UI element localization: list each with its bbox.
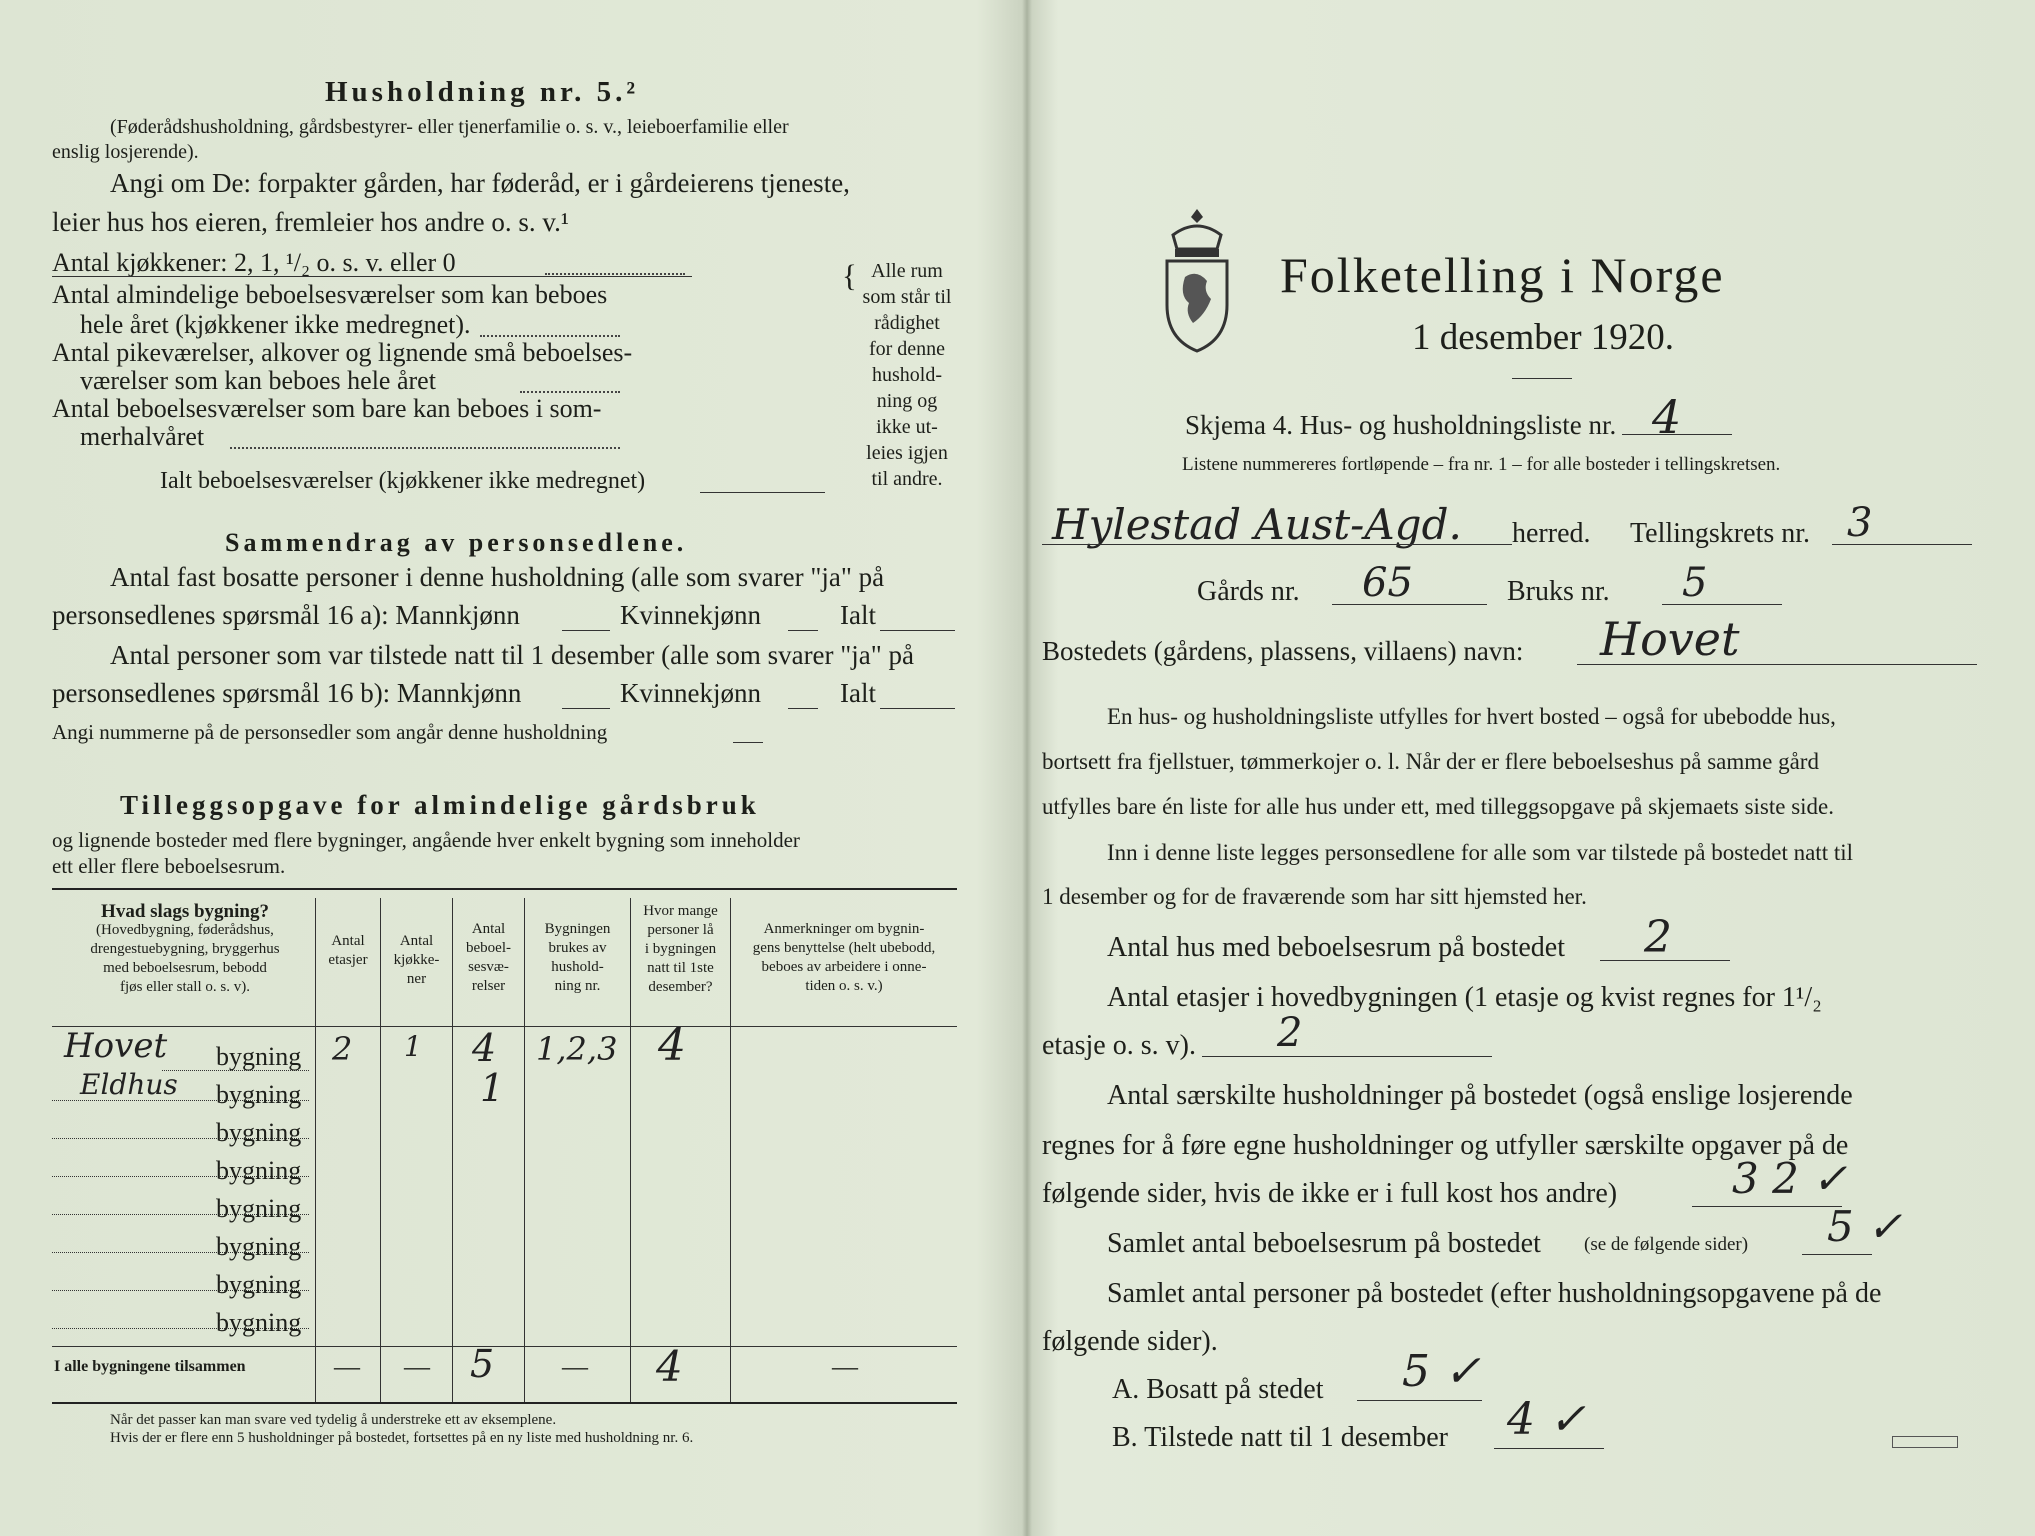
- side-note-line: ikke ut-: [876, 416, 938, 438]
- side-note-line: som står til: [862, 286, 952, 308]
- norway-coat-of-arms-icon: [1157, 205, 1237, 355]
- rule: [880, 630, 955, 631]
- instructions-1: En hus- og husholdningsliste utfylles for hvert bosted – også for ubebodde hus,: [1107, 704, 1836, 729]
- q-houses-label: Antal hus med beboelsesrum på bostedet: [1107, 932, 1566, 963]
- side-note-line: for denne: [868, 338, 946, 360]
- printer-stamp: [1892, 1436, 1958, 1448]
- q-present-label: B. Tilstede natt til 1 desember: [1112, 1422, 1448, 1453]
- rule: [1357, 1400, 1482, 1401]
- rooms-summer-1: Antal beboelsesværelser som bare kan beboes i som-: [52, 394, 602, 423]
- header-line: i bygningen: [644, 941, 717, 957]
- right-page: [1032, 0, 2035, 1536]
- q-floors-label-1: Antal etasjer i hovedbygningen (1 etasje og kvist regnes for 1¹/₂: [1107, 982, 1822, 1013]
- dots: [545, 273, 685, 275]
- row-1-rooms: 4: [472, 1026, 497, 1070]
- krets-value: 3: [1847, 500, 1873, 546]
- q-floors-label-2: etasje o. s. v).: [1042, 1030, 1196, 1061]
- schema-label: Skjema 4. Hus- og husholdningsliste nr.: [1185, 410, 1617, 440]
- herred-value: Hylestad Aust-Agd.: [1052, 500, 1462, 549]
- header-line: gens benyttelse (helt ubebodd,: [752, 940, 936, 956]
- page-fold: [1022, 0, 1032, 1536]
- header-line: fjøs eller stall o. s. v).: [120, 979, 250, 995]
- rule: [562, 630, 610, 631]
- summary-line-4: Antal personer som var tilstede natt til 1 desember (alle som svarer "ja" på: [110, 640, 915, 670]
- dots: [480, 335, 620, 337]
- header-remarks: [731, 920, 957, 996]
- side-brace: {: [842, 258, 857, 293]
- total-household: —: [562, 1352, 588, 1381]
- rule: [1692, 1206, 1842, 1207]
- instructions-5: 1 desember og for de fraværende som har sitt hjemsted her.: [1042, 884, 1587, 909]
- instructions-3: utfylles bare én liste for alle hus under ett, med tilleggsopgave på skjemaets siste side.: [1042, 794, 1835, 819]
- header-kitchens: [381, 932, 452, 989]
- rooms-maid-1: Antal pikeværelser, alkover og lignende små beboelses-: [52, 338, 633, 367]
- side-note: [852, 258, 962, 492]
- dots: [230, 447, 620, 449]
- header-line: ner: [406, 971, 427, 987]
- q-floors-value: 2: [1277, 1010, 1303, 1056]
- header-line: drengestuebygning, bryggerhus: [90, 941, 280, 957]
- q-households-label-3: følgende sider, hvis de ikke er i full kost hos andre): [1042, 1178, 1618, 1209]
- row-1-name: Hovet: [64, 1026, 168, 1066]
- rule: [1512, 378, 1572, 379]
- header-line: relser: [471, 978, 506, 994]
- row-6-label: bygning: [216, 1232, 302, 1261]
- rule: [733, 742, 763, 743]
- row-2-name: Eldhus: [80, 1068, 178, 1101]
- q-resident-value: 5 ✓: [1402, 1346, 1481, 1397]
- header-line: Antal: [331, 933, 365, 949]
- rule: [880, 708, 955, 709]
- rooms-ordinary-2: hele året (kjøkkener ikke medregnet).: [80, 310, 471, 339]
- bosted-label: Bostedets (gårdens, plassens, villaens) navn:: [1042, 636, 1524, 666]
- bosted-value: Hovet: [1600, 612, 1740, 666]
- header-line: beboel-: [466, 940, 511, 956]
- header-line: hushold-: [551, 959, 604, 975]
- q-houses-value: 2: [1644, 912, 1672, 963]
- row-2-rooms: 1: [480, 1066, 505, 1110]
- header-line: Antal: [471, 921, 506, 937]
- header-line: etasjer: [328, 952, 368, 968]
- row-7-label: bygning: [216, 1270, 302, 1299]
- summary-total-label: Ialt: [840, 600, 876, 630]
- header-rule: [52, 1026, 957, 1027]
- rule: [562, 708, 610, 709]
- supplement-intro-2: ett eller flere beboelsesrum.: [52, 854, 286, 878]
- header-line: Anmerkninger om bygnin-: [763, 921, 925, 937]
- numbering-note: Listene nummereres fortløpende – fra nr. 1 – for alle bosteder i tellingskretsen.: [1182, 454, 1781, 475]
- bruks-value: 5: [1682, 560, 1708, 606]
- side-note-line: til andre.: [871, 468, 943, 490]
- row-3-label: bygning: [216, 1118, 302, 1147]
- rooms-kitchens: Antal kjøkkener: 2, 1, ¹/₂ o. s. v. eller 0: [52, 248, 456, 277]
- row-8-label: bygning: [216, 1308, 302, 1337]
- rooms-summer-2: merhalvåret: [80, 422, 205, 451]
- q-households-label-2: regnes for å føre egne husholdninger og utfyller særskilte opgaver på de: [1042, 1130, 1849, 1161]
- household-heading: Husholdning nr. 5.²: [325, 76, 640, 108]
- total-label: I alle bygningene tilsammen: [54, 1358, 246, 1375]
- row-1-household: 1,2,3: [536, 1030, 618, 1068]
- summary-female-label-2: Kvinnekjønn: [620, 678, 761, 708]
- q-persons-label-1: Samlet antal personer på bostedet (efter husholdningsopgavene på de: [1107, 1278, 1882, 1309]
- summary-line-5: personsedlenes spørsmål 16 b): Mannkjønn: [52, 678, 522, 708]
- summary-line-2: personsedlenes spørsmål 16 a): Mannkjønn: [52, 600, 520, 630]
- q-households-value: 3 2 ✓: [1732, 1154, 1848, 1203]
- header-line: ning nr.: [554, 978, 601, 994]
- herred-label: herred.: [1512, 518, 1591, 549]
- krets-label: Tellingskrets nr.: [1630, 518, 1811, 549]
- header-line: desember?: [648, 979, 713, 995]
- side-note-line: Alle rum: [871, 260, 943, 282]
- supplement-intro-1: og lignende bosteder med flere bygninger, angående hver enkelt bygning som inneholder: [52, 828, 800, 852]
- rule: [788, 708, 818, 709]
- side-note-line: leies igjen: [866, 442, 948, 464]
- header-line: Bygningen: [544, 921, 611, 937]
- header-building-type: [56, 902, 314, 997]
- col-divider: [315, 898, 316, 1402]
- q-rooms-note: (se de følgende sider): [1584, 1234, 1749, 1255]
- header-line: beboes av arbeidere i onne-: [761, 959, 927, 975]
- rule: [1042, 544, 1512, 545]
- header-persons: [631, 902, 730, 997]
- header-line: Antal: [399, 933, 434, 949]
- total-floors: —: [334, 1352, 360, 1381]
- rule: [1662, 604, 1782, 605]
- rule: [1832, 544, 1972, 545]
- rooms-maid-2: værelser som kan beboes hele året: [80, 366, 436, 395]
- q-rooms-value: 5 ✓: [1827, 1202, 1903, 1251]
- intro-line-2: enslig losjerende).: [52, 141, 199, 163]
- q-persons-label-2: følgende sider).: [1042, 1326, 1218, 1357]
- bruks-label: Bruks nr.: [1507, 576, 1610, 607]
- summary-heading: Sammendrag av personsedlene.: [225, 528, 688, 557]
- form-title: Folketelling i Norge: [1280, 247, 1725, 303]
- row-1-persons: 4: [658, 1020, 686, 1071]
- header-line: sesvæ-: [468, 959, 509, 975]
- rooms-ordinary-1: Antal almindelige beboelsesværelser som kan beboes: [52, 280, 608, 309]
- footnote-1: Når det passer kan man svare ved tydelig å understreke ett av eksemplene.: [110, 1412, 557, 1428]
- total-rule: [52, 1346, 957, 1347]
- rule: [1202, 1056, 1492, 1057]
- side-note-line: rådighet: [874, 312, 940, 334]
- side-note-line: ning og: [876, 390, 938, 412]
- rule: [1802, 1254, 1872, 1255]
- row-4-label: bygning: [216, 1156, 302, 1185]
- building-table: [52, 888, 957, 1404]
- summary-female-label: Kvinnekjønn: [620, 600, 761, 630]
- total-kitchens: —: [404, 1352, 430, 1381]
- row-1-kitchens: 1: [404, 1030, 422, 1063]
- row-1-floors: 2: [332, 1030, 353, 1068]
- q-households-label-1: Antal særskilte husholdninger på bostedet (også enslige losjerende: [1107, 1080, 1853, 1111]
- q-present-value: 4 ✓: [1507, 1394, 1586, 1445]
- header-line: brukes av: [548, 940, 607, 956]
- total-persons: 4: [656, 1342, 683, 1391]
- instructions-4: Inn i denne liste legges personsedlene for alle som var tilstede på bostedet natt til: [1107, 840, 1854, 865]
- header-line: natt til 1ste: [647, 960, 714, 976]
- header-line: tiden o. s. v.): [805, 978, 883, 994]
- footnote-2: Hvis der er flere enn 5 husholdninger på bostedet, fortsettes på en ny liste med husholdning nr. 6.: [110, 1430, 694, 1446]
- rule: [1577, 664, 1977, 665]
- rule: [700, 492, 825, 493]
- row-2-label: bygning: [216, 1080, 302, 1109]
- row-1-label: bygning: [216, 1042, 302, 1071]
- header-line: med beboelsesrum, bebodd: [103, 960, 267, 976]
- dots: [520, 391, 620, 393]
- rule: [1622, 434, 1732, 435]
- gards-value: 65: [1362, 560, 1413, 606]
- header-floors: [316, 932, 380, 970]
- form-date: 1 desember 1920.: [1412, 317, 1675, 358]
- rule: [788, 630, 818, 631]
- rule: [1494, 1448, 1604, 1449]
- header-line: (Hovedbygning, føderådshus,: [96, 922, 274, 938]
- rule: [1600, 960, 1730, 961]
- header-rooms: [453, 920, 524, 996]
- instructions-2: bortsett fra fjellstuer, tømmerkojer o. l. Når der er flere beboelseshus på samme gård: [1042, 749, 1819, 774]
- rule: [52, 276, 692, 277]
- summary-total-label-2: Ialt: [840, 678, 876, 708]
- header-line: kjøkke-: [393, 952, 440, 968]
- intro-line-4: leier hus hos eieren, fremleier hos andre o. s. v.¹: [52, 207, 569, 237]
- supplement-heading: Tilleggsopgave for almindelige gårdsbruk: [120, 790, 760, 820]
- summary-line-1: Antal fast bosatte personer i denne husholdning (alle som svarer "ja" på: [110, 562, 885, 592]
- schema-number: 4: [1652, 390, 1682, 444]
- row-5-label: bygning: [216, 1194, 302, 1223]
- intro-line-3: Angi om De: forpakter gården, har føderåd, er i gårdeierens tjeneste,: [110, 168, 850, 198]
- gards-label: Gårds nr.: [1197, 576, 1300, 607]
- total-rooms: 5: [470, 1342, 495, 1386]
- q-resident-label: A. Bosatt på stedet: [1112, 1374, 1324, 1405]
- q-rooms-label: Samlet antal beboelsesrum på bostedet: [1107, 1228, 1541, 1259]
- header-line: personer lå: [647, 922, 714, 938]
- header-household-no: [525, 920, 630, 996]
- header-line: Hvor mange: [643, 903, 718, 919]
- intro-line-1: (Føderådshusholdning, gårdsbestyrer- eller tjenerfamilie o. s. v., leieboerfamilie eller: [110, 116, 789, 138]
- rule: [1332, 604, 1487, 605]
- total-remarks: —: [832, 1352, 858, 1381]
- summary-numbers-line: Angi nummerne på de personsedler som angår denne husholdning: [52, 720, 608, 744]
- header-line: Hvad slags bygning?: [101, 901, 269, 922]
- side-note-line: hushold-: [872, 364, 942, 386]
- rooms-total: Ialt beboelsesværelser (kjøkkener ikke medregnet): [160, 468, 646, 494]
